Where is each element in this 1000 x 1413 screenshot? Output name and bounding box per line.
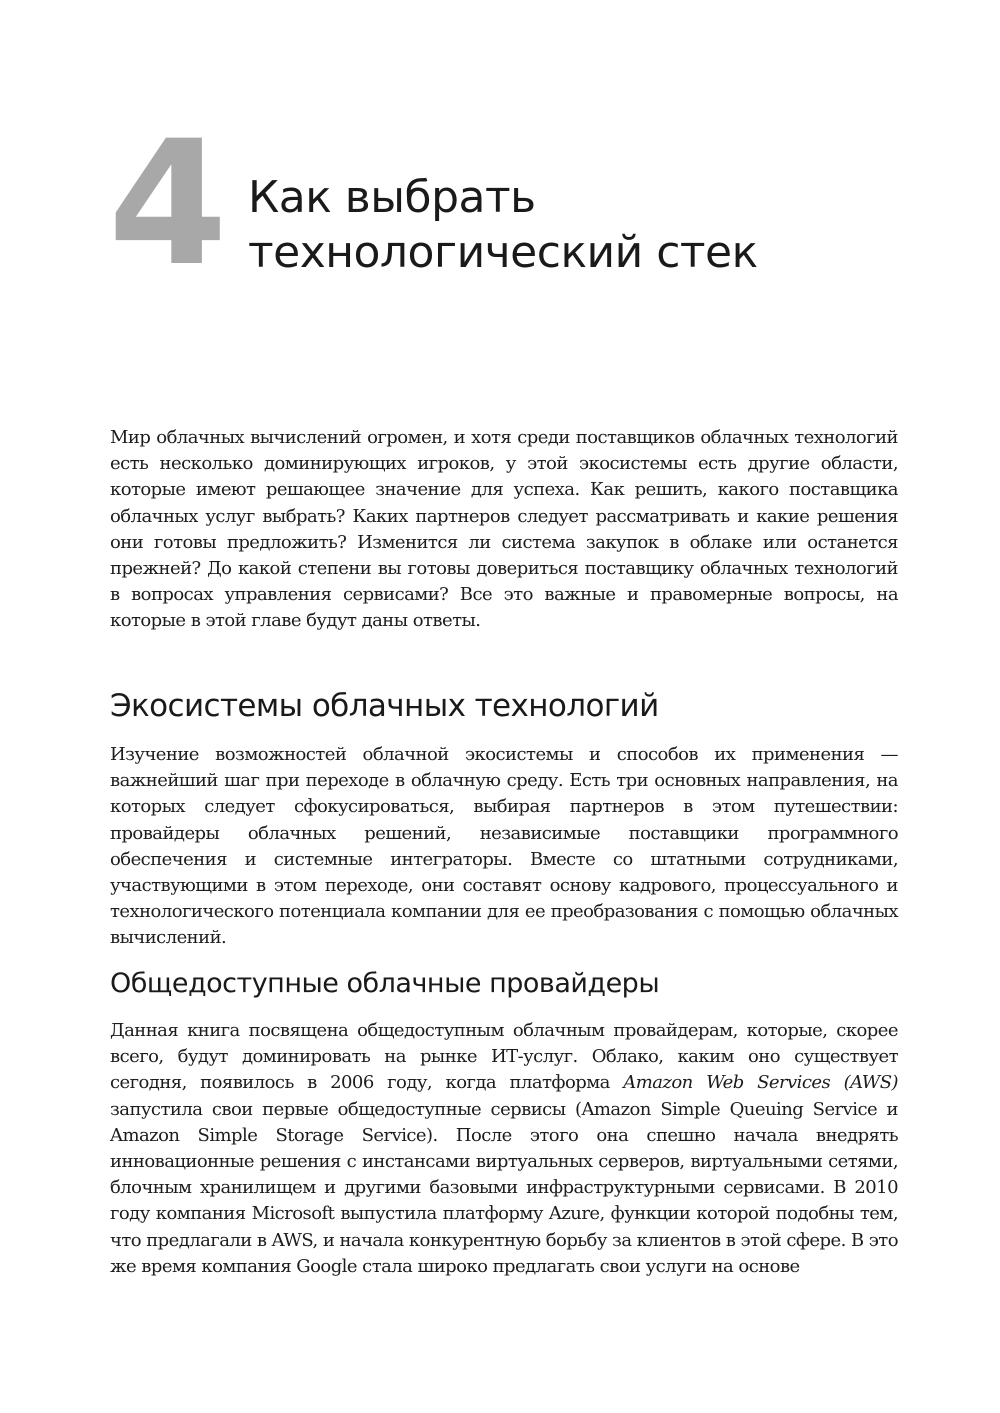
chapter-number: 4: [108, 103, 224, 304]
chapter-title: [248, 170, 758, 280]
public-providers-paragraph: [110, 1018, 898, 1280]
section-heading-public-providers: Общедоступные облачные провайдеры: [110, 968, 660, 999]
intro-paragraph: Мир облачных вычислений огромен, и хотя среди поставщиков облачных технологий есть несколько доминирующих игроков, у этой экосистемы есть другие области, которые имеют решающее значение для успеха. Как решить, какого поставщика облачных услуг выбрать? Каких партнеров следует рассматривать и какие решения они готовы предложить? Изменится ли система закупок в облаке или останется прежней? До какой степени вы готовы довериться поставщику облачных технологий в вопросах управления сервисами? Все это важные и правомерные вопросы, на которые в этой главе будут даны ответы.: [110, 427, 898, 632]
ecosystems-paragraph: Изучение возможностей облачной экосистемы и способов их применения — важнейший шаг при переходе в облачную среду. Есть три основных направления, на которых следует сфокусироваться, выбирая партнеров в этом путешествии: провайдеры облачных решений, независимые поставщики программного обеспечения и системные интеграторы. Вместе со штатными сотрудниками, участвующими в этом переходе, они составят основу кадрового, процессуального и технологического потенциала компании для ее преобразования с помощью облачных вычислений.: [110, 744, 898, 949]
public-providers-text-end: запустила свои первые общедоступные сервисы (Amazon Simple Queuing Service и Amazon Simple Storage Service). После этого она спешно начала внедрять инновационные решения с инстансами виртуальных серверов, виртуальными сетями, блочным хранилищем и другими базовыми инфраструктурными сервисами. В 2010 году компания Microsoft выпустила платформу Azure, функции которой подобны тем, что предлагали в AWS, и начала конкурентную борьбу за клиентов в этой сфере. В это же время компания Google стала широко предлагать свои услуги на основе: [110, 1098, 898, 1277]
aws-emphasis: Amazon Web Services (AWS): [623, 1072, 898, 1094]
public-providers-text-start: Данная книга посвящена общедоступным облачным провайдерам, которые, скорее всего, будут доминировать на рынке ИТ-услуг. Облако, каким оно существует сегодня, появилось в 2006 году, когда платформа: [110, 1020, 898, 1094]
section-heading-ecosystems: Экосистемы облачных технологий: [110, 688, 659, 724]
chapter-title-line-2: технологический стек: [248, 227, 758, 278]
chapter-title-line-1: Как выбрать: [248, 172, 536, 223]
